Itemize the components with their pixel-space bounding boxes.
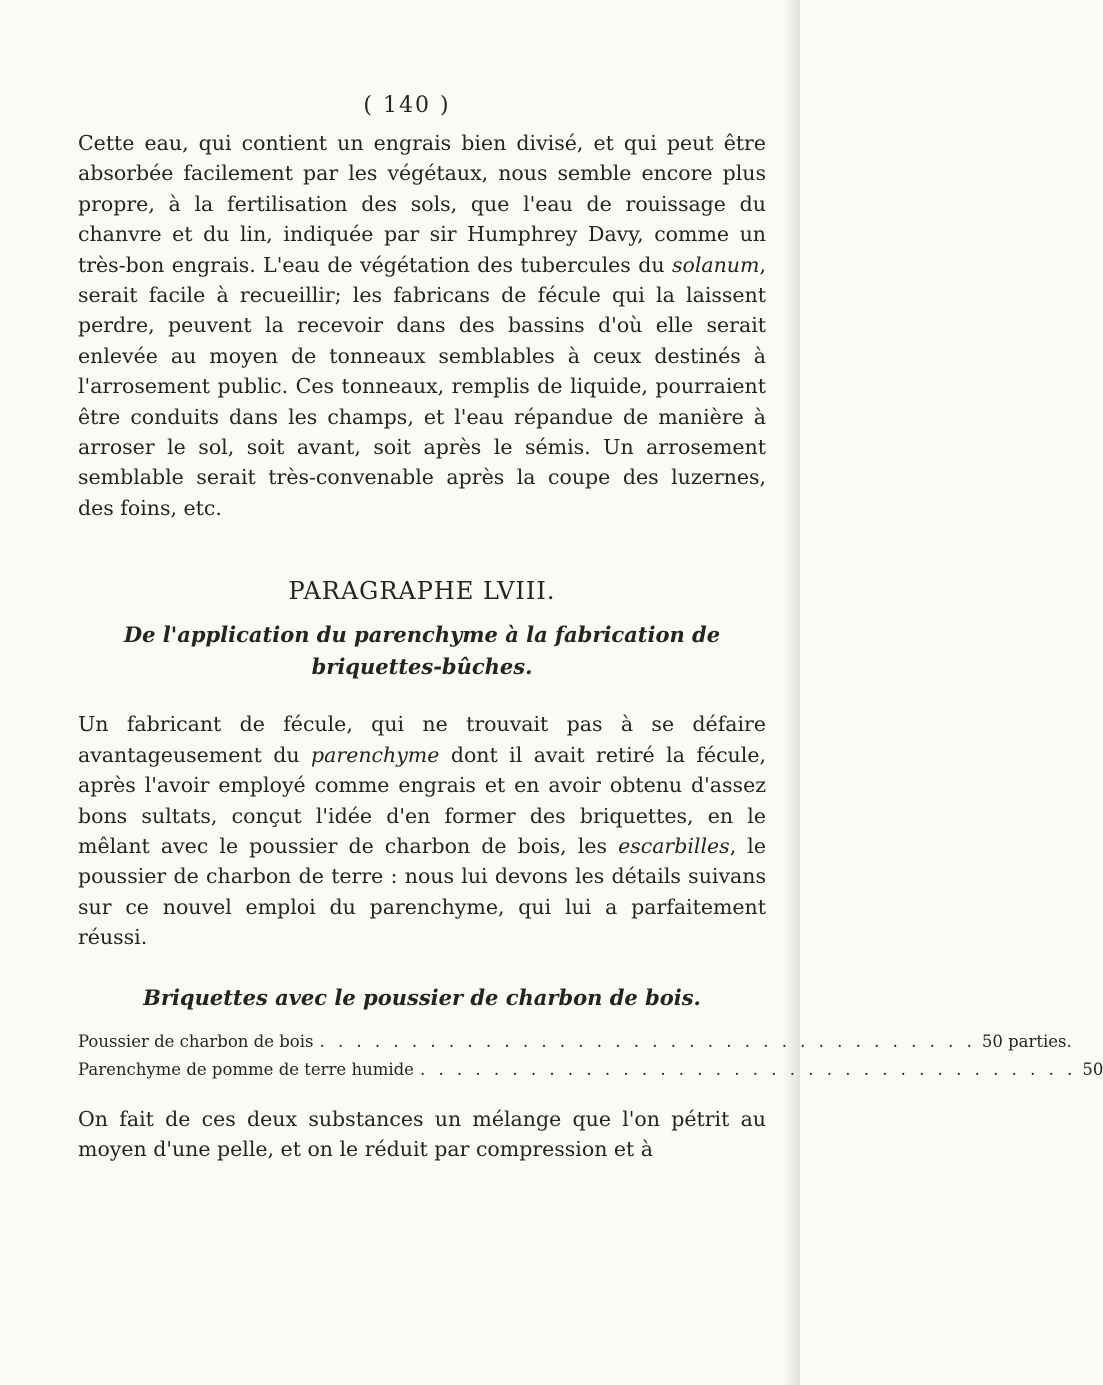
section-heading: PARAGRAPHE LVIII.	[288, 577, 556, 606]
leader-dots: . . . . . . . . . . . . . . . . . . . . . . . . . . . . . . . . . . . .	[319, 1031, 976, 1051]
body-italic-2: escarbilles	[618, 833, 730, 858]
page-number: ( 140 )	[363, 93, 451, 118]
recipe-row	[78, 1028, 1072, 1056]
intro-text: Cette eau, qui contient un engrais bien divisé, et qui peut être absorbée facilement par les végétaux, nous semble encore plus propre, à la fertilisation des sols, que l'eau de rouissage du chanvre et du lin, indiquée par sir Humphrey Davy, comme un très-bon engrais. L'eau de végétation des tubercules du	[78, 131, 766, 277]
intro-italic-term: solanum	[671, 252, 760, 277]
intro-text-rest: , serait facile à recueillir; les fabricans de fécule qui la laissent perdre, peuvent la recevoir dans des bassins d'où elle serait enlevée au moyen de tonneaux semblables à ceux destinés à l'arrosement public. Ces tonneaux, remplis de liquide, pourraient être conduits dans les champs, et l'eau répandue de manière à arroser le sol, soit avant, soit après le sémis. Un arrosement semblable serait très-convenable après la coupe des luzernes, des foins, etc.	[78, 252, 766, 520]
recipe-title: Briquettes avec le poussier de charbon de bois.	[143, 984, 701, 1010]
section-subheading: De l'application du parenchyme à la fabrication de briquettes-bûches.	[123, 622, 721, 680]
body-text-1: Un fabricant de fécule, qui ne trouvait pas à se défaire avantageusement du	[78, 712, 766, 767]
recipe-quantity: 50	[1082, 1059, 1103, 1079]
recipe-ingredient: Poussier de charbon de bois	[78, 1031, 314, 1051]
body-text-2: dont il avait retiré la fécule, après l'avoir employé comme engrais et en avoir obtenu d'assez bons sultats, conçut l'idée d'en former des briquettes, en le mêlant avec le poussier de charbon de bois, les	[78, 742, 766, 858]
closing-paragraph: On fait de ces deux substances un mélange que l'on pétrit au moyen d'une pelle, et on le réduit par compression et à	[78, 1106, 766, 1161]
recipe-quantity: 50 parties.	[981, 1031, 1072, 1051]
intro-paragraph	[78, 128, 766, 523]
body-italic-1: parenchyme	[311, 742, 440, 767]
document-page	[78, 88, 1103, 1164]
leader-dots: . . . . . . . . . . . . . . . . . . . . . . . . . . . . . . . . . . . .	[419, 1059, 1077, 1079]
body-paragraph	[78, 709, 766, 952]
recipe-row	[78, 1056, 1103, 1084]
recipe-ingredient: Parenchyme de pomme de terre humide	[78, 1059, 414, 1079]
page-edge-shadow	[782, 0, 800, 1385]
body-text-3: , le poussier de charbon de terre : nous lui devons les détails suivans sur ce nouvel emploi du parenchyme, qui lui a parfaitement réussi.	[78, 833, 766, 950]
recipe-list	[78, 1028, 1103, 1084]
